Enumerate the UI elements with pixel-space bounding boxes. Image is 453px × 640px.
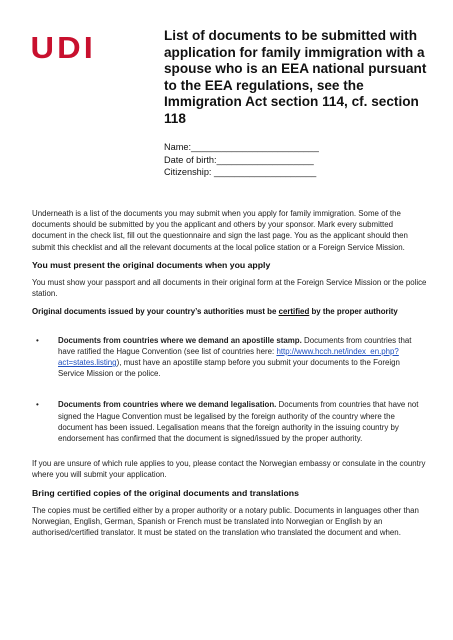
document-title: List of documents to be submitted with application for family immigration with a spouse who is an EEA national pursuant to the EEA regulations, see the Immigration Act section 114, cf. section 118 [164,28,427,126]
document-body [32,208,427,545]
citizenship-field[interactable]: Citizenship: ____________________ [164,167,317,178]
bullet-icon: • [36,335,39,345]
hague-convention-link[interactable]: http://www.hcch.net/index_en.php?act=states.listing [58,346,399,368]
list-item: • Documents from countries where we demand legalisation. Documents from countries that have not signed the Hague Convention must be legalised by the foreign authority of the country where the document has been issued. Legalisation means that the foreign authority in the issuing country by endorsement has confirmed that the document is signed/issued by the proper authority. [36,400,419,444]
original-documents-text: You must show your passport and all documents in their original form at the Foreign Service Mission or the police station. [32,278,427,299]
copies-text: The copies must be certified either by a proper authority or a notary public. Documents in languages other than Norwegian, English, German, Spanish or French must be translated into Norwegian or English by an authorised/certified translator. It must be stated on the translation who translated the document and when. [32,505,419,538]
intro-paragraph: Underneath is a list of the documents you may submit when you apply for family immigration. Some of the documents should be submitted by you the applicant and others by your sponsor. Mark every submitted document in the check list, fill out the questionnaire and sign the last page. You as the applicant should then submit this checklist and all the relevant documents at the local police station or a Foreign Service Mission. [32,209,408,252]
section-heading-copies: Bring certified copies of the original documents and translations [32,487,299,498]
bullet-icon: • [36,400,39,410]
dob-field[interactable]: Date of birth:___________________ [164,154,314,165]
section-heading-original-documents: You must present the original documents when you apply [32,259,271,270]
name-field[interactable]: Name:_________________________ [164,142,319,152]
unsure-paragraph: If you are unsure of which rule applies to you, please contact the Norwegian embassy or consulate in the country where you will submit your application. [32,459,426,480]
applicant-fields [164,141,319,179]
section-heading-certified: Original documents issued by your country’s authorities must be certified by the proper authority [32,307,398,317]
list-item: • Documents from countries where we demand an apostille stamp. Documents from countries that have ratified the Hague Convention (see list of countries here: http://www.hcch.net/index_en.php?act=states.listing), must have an apostille stamp before you submit your documents to the Foreign Service Mission or the police. [36,335,412,379]
requirements-list [32,335,427,445]
udi-logo: UDI [30,30,96,65]
